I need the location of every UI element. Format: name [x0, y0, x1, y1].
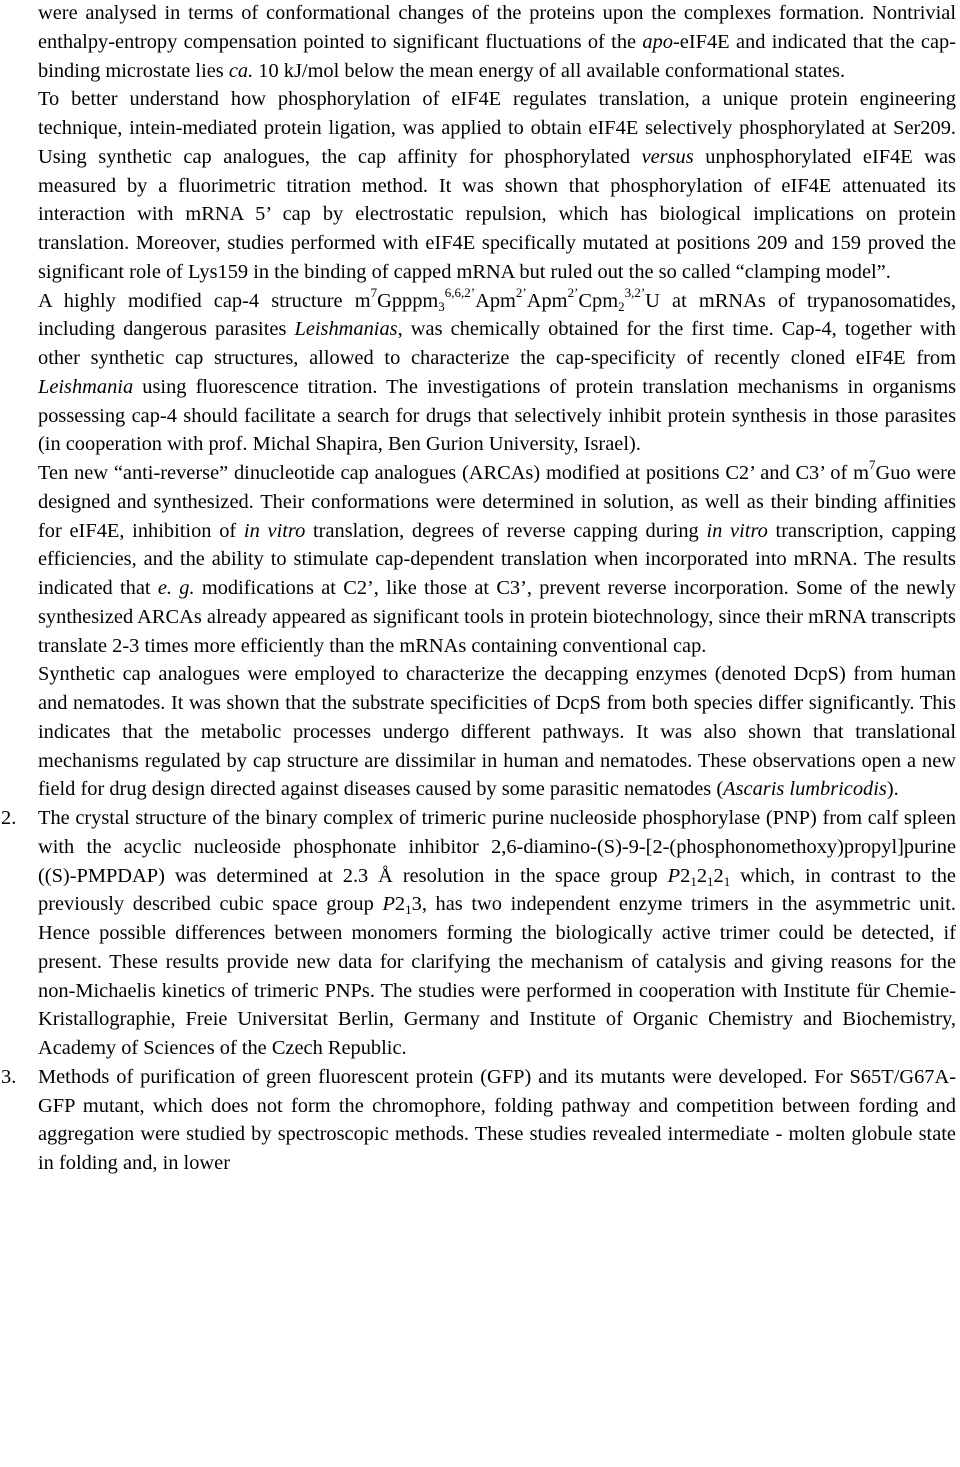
list-item-2: [1, 804, 956, 1063]
text: 10 kJ/mol below the mean energy of all available conformational states.: [253, 59, 846, 82]
superscript: 7: [868, 457, 876, 472]
text: U at mRNAs of trypanosomatides, including dangerous parasites: [38, 289, 956, 341]
text: 3: [411, 893, 422, 916]
text: 2: [696, 864, 708, 887]
text: A highly modified cap-4 structure m: [38, 289, 371, 312]
paragraph-phosphorylation: [38, 85, 956, 286]
subscript: 1: [723, 873, 731, 889]
text: Synthetic cap analogues were employed to characterize the decapping enzymes (denoted DcpS) from human and nematodes. It was shown that the substrate specificities of DcpS from both species differ significantly. This indicates that the metabolic processes undergo different pathways. It was also shown that translational mechanisms regulated by cap structure are dissimilar in human and nematodes. These observations open a new field for drug design directed against diseases caused by some parasitic nematodes (: [38, 663, 956, 801]
superscript: 6,6,2’: [444, 284, 476, 300]
subscript: 1: [405, 902, 412, 918]
paragraph-decapping-enzymes: [38, 660, 956, 804]
italic-term: Leishmania: [38, 375, 134, 398]
text: 2: [394, 893, 406, 916]
italic-term: Ascaris lumbricodis: [723, 778, 887, 801]
text: , has two independent enzyme trimers in the asymmetric unit. Hence possible differences between monomers forming the biologically active trimer could be detected, if present. These results provide new data for clarifying the mechanism of catalysis and giving reasons for the non-Michaelis kinetics of trimeric PNPs. The studies were performed in cooperation with Institute für Chemie-Kristallographie, Freie Universitat Berlin, Germany and Institute of Organic Chemistry and Biochemistry, Academy of Sciences of the Czech Republic.: [38, 893, 956, 1059]
italic-term: in vitro: [706, 519, 768, 542]
text: which, in contrast to the previously described cubic space group: [38, 864, 956, 916]
paragraph-arca-analogues: [38, 459, 956, 660]
superscript: 2’: [515, 284, 527, 300]
superscript: 7: [370, 284, 378, 300]
text: Methods of purification of green fluorescent protein (GFP) and its mutants were developed. For S65T/G67A-GFP mutant, which does not form the chromophore, folding pathway and competition between fording and aggregation were studied by spectroscopic methods. These studies revealed intermediate - molten globule state in folding and, in lower: [38, 1065, 956, 1174]
text: translation, degrees of reverse capping during: [305, 519, 707, 542]
list-number: 2.: [1, 807, 17, 829]
text: modifications at C2’, like those at C3’, prevent reverse incorporation. Some of the newly synthesized ARCAs already appeared as significant tools in protein biotechnology, since their mRNA transcripts translate 2-3 times more efficiently than the mRNAs containing conventional cap.: [38, 577, 956, 657]
text: 2: [680, 864, 691, 887]
text: -eIF4E and indicated that the cap-binding microstate lies: [38, 30, 956, 82]
italic-term: P: [667, 864, 681, 887]
subscript: 2: [618, 298, 625, 314]
italic-term: ca.: [228, 59, 254, 82]
list-item-3: [1, 1063, 956, 1178]
paragraph-cap4-structure: [38, 284, 956, 460]
text: To better understand how phosphorylation of eIF4E regulates translation, a unique protein engineering technique, intein-mediated protein ligation, was applied to obtain eIF4E selectively phosphorylated at Ser209. Using synthetic cap analogues, the cap affinity for phosphorylated: [38, 88, 956, 168]
italic-term: apo: [642, 30, 673, 53]
text: were analysed in terms of conformational changes of the proteins upon the complexes formation. Nontrivial enthalpy-entropy compensation pointed to significant fluctuations of the: [38, 2, 956, 53]
italic-term: Leishmanias: [294, 318, 398, 341]
text: transcription, capping efficiencies, and the ability to stimulate cap-dependent translation when incorporated into mRNA. The results indicated that: [38, 519, 956, 599]
subscript: 3: [438, 298, 445, 314]
text: 2: [713, 864, 724, 887]
list-number: 3.: [1, 1065, 17, 1088]
text: Ten new “anti-reverse” dinucleotide cap analogues (ARCAs) modified at positions C2’ and C3’ of m: [38, 462, 869, 484]
text: Apm: [526, 289, 568, 312]
text: , was chemically obtained for the first time. Cap-4, together with other synthetic cap structures, allowed to characterize the cap-specificity of recently cloned eIF4E from: [38, 318, 956, 369]
italic-term: P: [382, 893, 395, 916]
text: ).: [886, 778, 899, 801]
subscript: 1: [690, 873, 697, 889]
subscript: 1: [707, 873, 714, 889]
italic-term: e. g.: [157, 577, 195, 599]
italic-term: versus: [641, 145, 694, 168]
text: Cpm: [578, 289, 619, 312]
paragraph-enthalpy-entropy: [38, 0, 956, 85]
text: Gpppm: [377, 289, 439, 312]
text: using fluorescence titration. The investigations of protein translation mechanisms in organisms possessing cap-4 should facilitate a search for drugs that selectively inhibit protein synthesis in those parasites (in cooperation with prof. Michal Shapira, Ben Gurion University, Israel).: [38, 375, 956, 456]
italic-term: in vitro: [243, 519, 306, 542]
document-page: [1, 0, 957, 1178]
text: Apm: [475, 289, 516, 312]
text: unphosphorylated eIF4E was measured by a fluorimetric titration method. It was shown that phosphorylation of eIF4E attenuated its interaction with mRNA 5’ cap by electrostatic repulsion, which has biological implications on protein translation. Moreover, studies performed with eIF4E specifically mutated at positions 209 and 159 proved the significant role of Lys159 in the binding of capped mRNA but ruled out the so called “clamping model”.: [38, 145, 956, 283]
text: Guo were designed and synthesized. Their conformations were determined in solution, as well as their binding affinities for eIF4E, inhibition of: [38, 462, 957, 542]
superscript: 2’: [567, 284, 579, 300]
text: The crystal structure of the binary complex of trimeric purine nucleoside phosphorylase (PNP) from calf spleen with the acyclic nucleoside phosphonate inhibitor 2,6-diamino-(S)-9-[2-(phosphonomethoxy)propyl]purine ((S)-PMPDAP) was determined at 2.3 Å resolution in the space group: [38, 807, 956, 887]
superscript: 3,2’: [624, 284, 646, 300]
